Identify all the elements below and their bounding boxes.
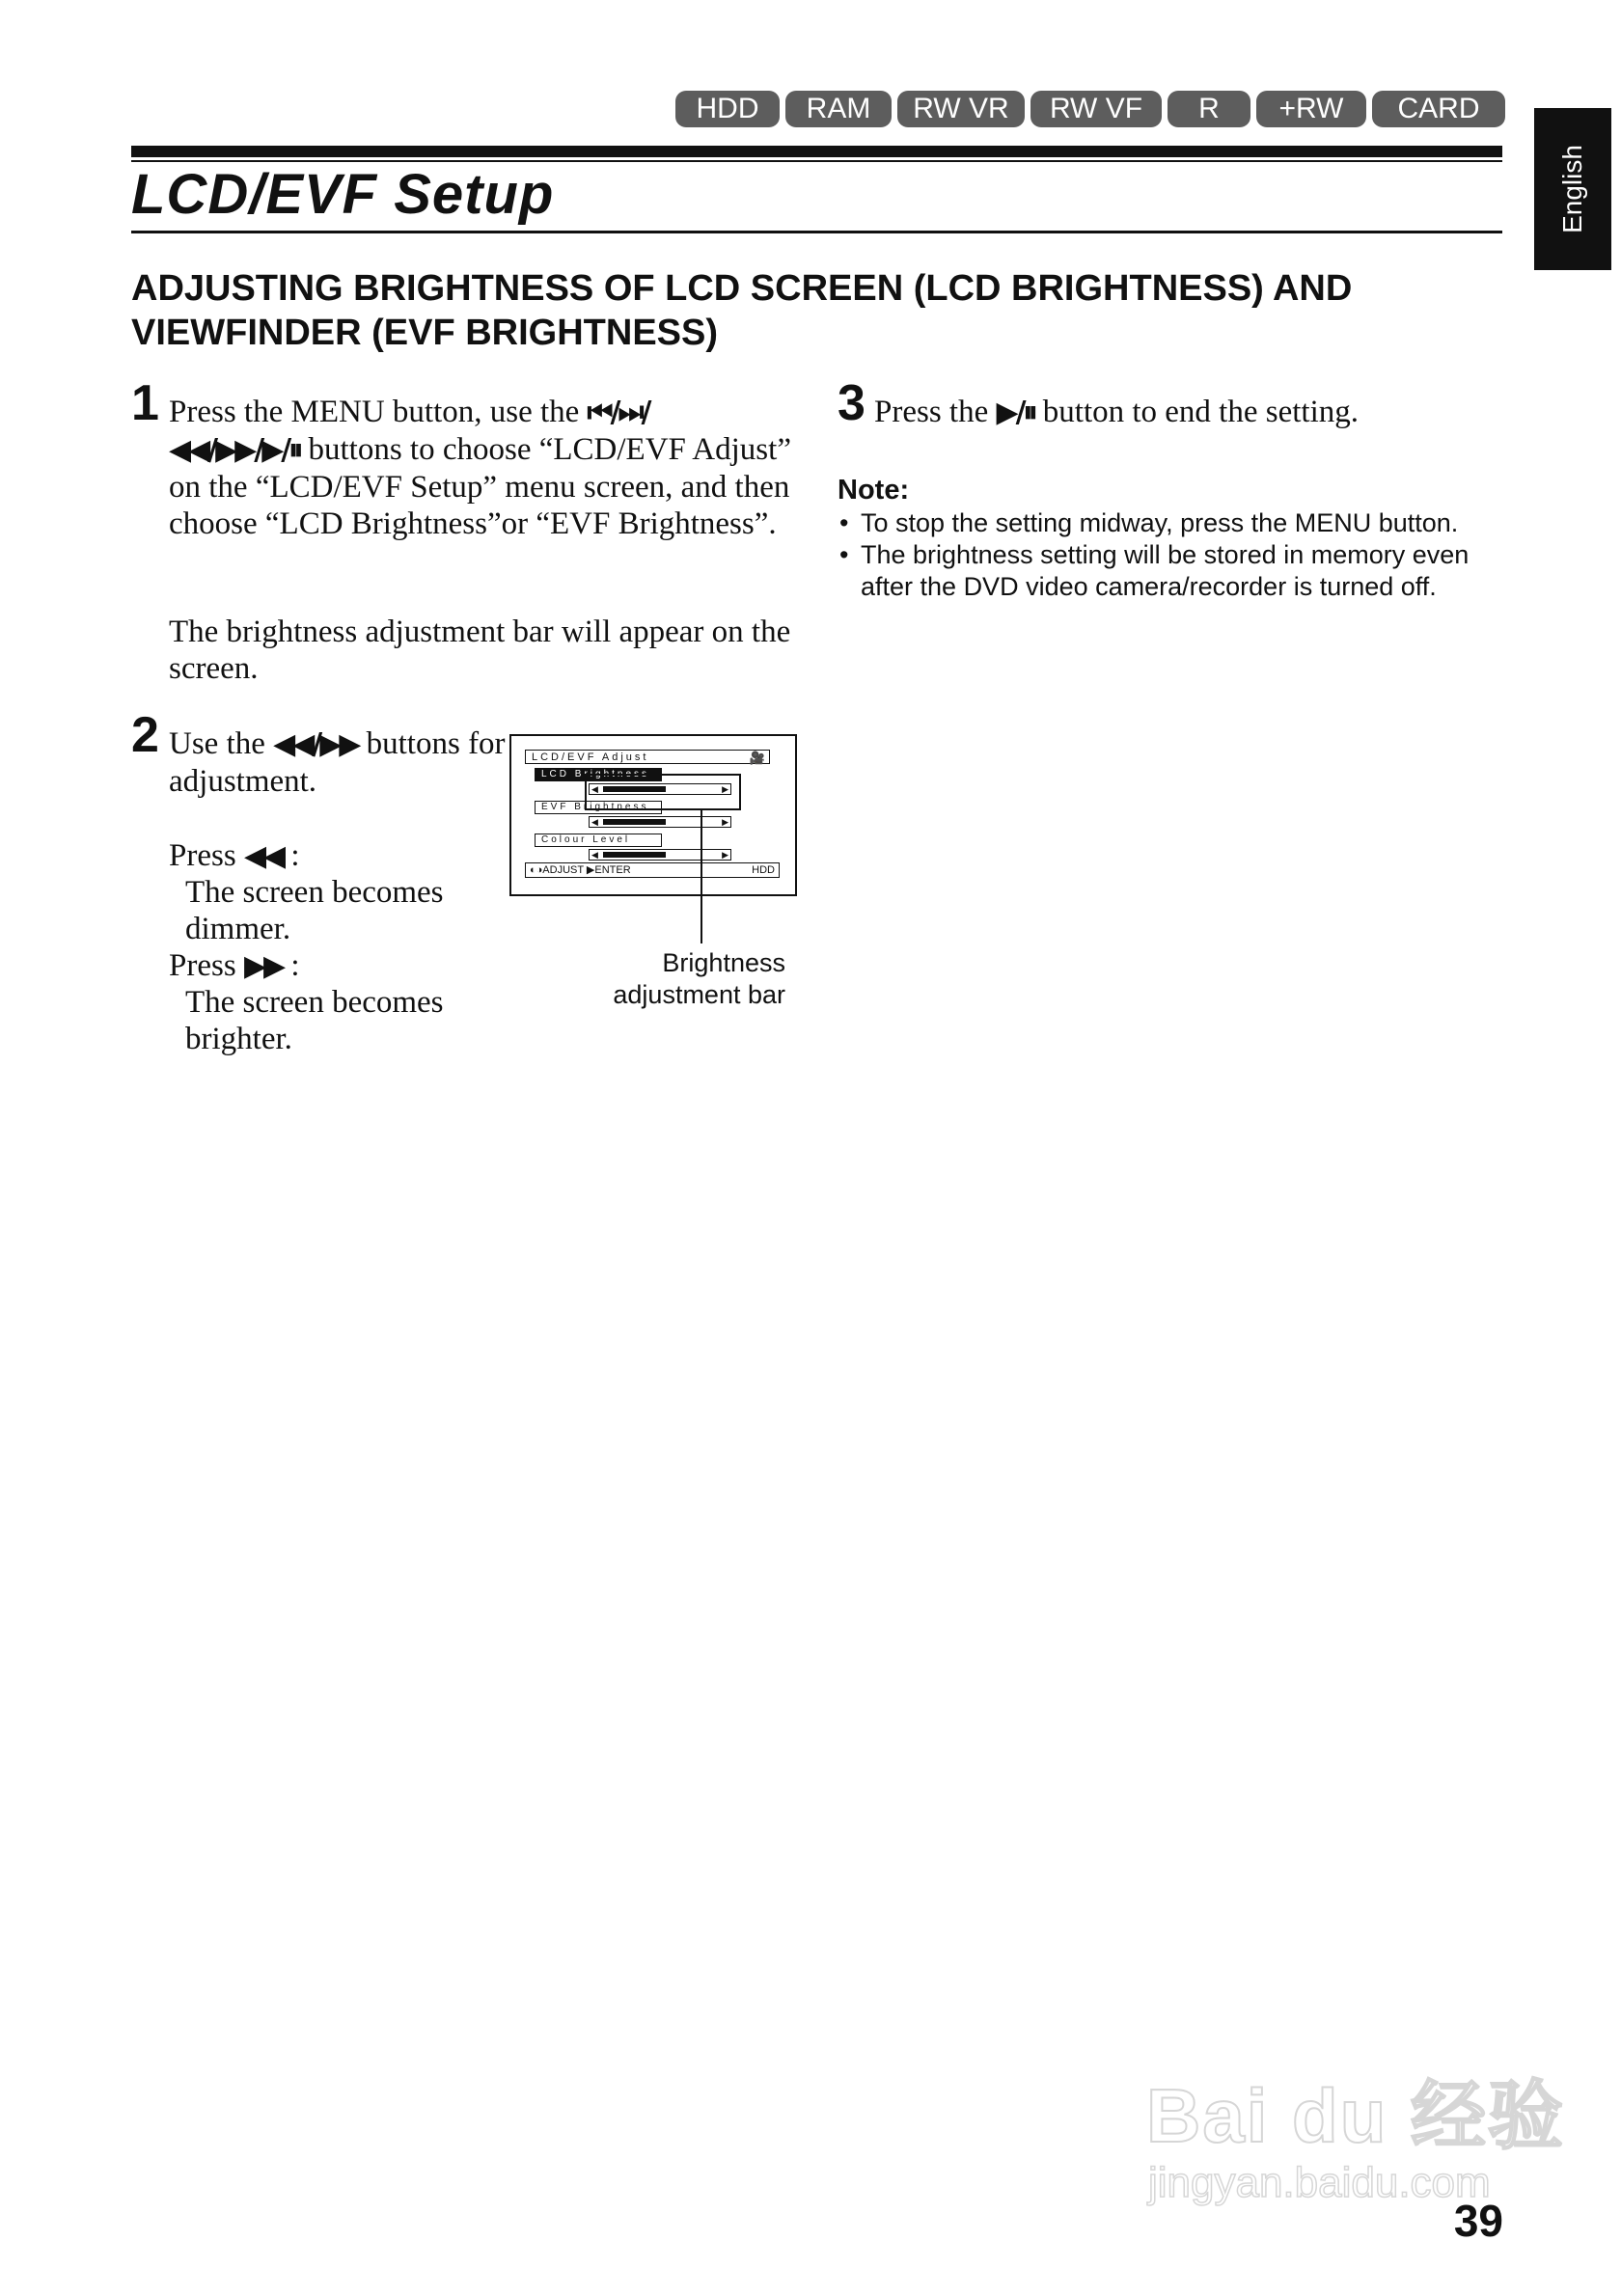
step-1-text-b: buttons to choose “LCD/EVF Adjust” on the “LCD/EVF Setup” menu screen, and then choose “LCD Brightness”or “EVF Brightness”. xyxy=(169,432,791,541)
screen-title xyxy=(525,750,770,764)
rew-ff-icon: ◀◀/▶▶ xyxy=(273,727,359,761)
step-2-text xyxy=(169,725,507,800)
header-rule-thick xyxy=(131,146,1502,157)
play-pause-icon: ▶/⏸ xyxy=(996,396,1035,429)
bar-left-arrow-icon: ◀ xyxy=(591,817,598,827)
screen-title-label: LCD/EVF Adjust xyxy=(532,752,649,763)
note-list xyxy=(838,507,1513,603)
screen-footer-adjust: ◐◑ADJUST ▶ENTER xyxy=(530,864,631,876)
step-3-number: 3 xyxy=(838,375,865,431)
page-title: LCD/EVF Setup xyxy=(131,163,555,226)
step-1-text xyxy=(169,394,796,542)
press-rew-label: Press xyxy=(169,838,236,873)
press-ff-line xyxy=(169,947,507,985)
note-title: Note: xyxy=(838,475,910,506)
step-1-text-a: Press the MENU button, use the xyxy=(169,395,580,429)
media-tab-r: R xyxy=(1168,91,1250,127)
press-ff-colon: : xyxy=(290,948,300,983)
section-heading: ADJUSTING BRIGHTNESS OF LCD SCREEN (LCD BRIGHTNESS) AND VIEWFINDER (EVF BRIGHTNESS) xyxy=(131,268,1353,353)
media-tab-hdd: HDD xyxy=(675,91,780,127)
screen-footer-media: HDD xyxy=(752,864,775,876)
lcd-menu-screen xyxy=(509,734,797,896)
title-underline xyxy=(131,231,1502,233)
bar-right-arrow-icon: ▶ xyxy=(722,817,728,827)
step-3-text-b: button to end the setting. xyxy=(1042,395,1359,429)
bar-right-arrow-icon: ▶ xyxy=(722,850,728,860)
watermark-logo: Bai du 经验 xyxy=(1146,2073,1566,2158)
brighter-text: The screen becomes brighter. xyxy=(185,985,444,1056)
language-label: English xyxy=(1557,145,1587,233)
dimmer-text: The screen becomes dimmer. xyxy=(185,875,444,946)
page-number: 39 xyxy=(1453,2196,1503,2246)
bar-right-arrow-icon: ▶ xyxy=(722,784,728,794)
camera-icon: 🎥 xyxy=(749,751,765,765)
press-rew-colon: : xyxy=(290,838,300,873)
step-3-text xyxy=(874,394,1511,431)
callout-caption xyxy=(540,947,785,1011)
note-item: • To stop the setting midway, press the MENU button. xyxy=(838,507,1513,539)
press-rew-line xyxy=(169,837,507,875)
bar-fill xyxy=(603,819,666,825)
callout-line xyxy=(701,808,702,943)
bar-left-arrow-icon: ◀ xyxy=(591,850,598,860)
media-tab-ram: RAM xyxy=(785,91,892,127)
evf-brightness-bar xyxy=(589,816,731,828)
screen-item-colour-level: Colour Level xyxy=(535,834,662,847)
screen-item-lcd-brightness: LCD Brightness xyxy=(535,768,662,781)
bar-left-arrow-icon: ◀ xyxy=(591,784,598,794)
media-tab-rw-vf: RW VF xyxy=(1030,91,1162,127)
media-tabs xyxy=(675,91,1505,129)
language-tab xyxy=(1534,108,1611,270)
step-3-text-a: Press the xyxy=(874,395,989,429)
step-2-number: 2 xyxy=(131,707,159,763)
colour-level-bar xyxy=(589,849,731,861)
step-1-number: 1 xyxy=(131,375,159,431)
callout-caption-line-1: Brightness xyxy=(662,948,785,977)
press-ff-label: Press xyxy=(169,948,236,983)
step-1-result: The brightness adjustment bar will appear on the screen. xyxy=(169,615,791,686)
media-tab-plus-rw: +RW xyxy=(1256,91,1366,127)
media-tab-card: CARD xyxy=(1372,91,1505,127)
rew-icon: ◀◀ xyxy=(243,839,284,873)
callout-caption-line-2: adjustment bar xyxy=(613,980,785,1009)
watermark-url: jingyan.baidu.com xyxy=(1148,2159,1491,2206)
rew-ff-play-pause-icon: ◀◀/▶▶/▶/⏸ xyxy=(169,433,301,467)
media-tab-rw-vr: RW VR xyxy=(897,91,1025,127)
prev-next-icon: ⏮/⏭/ xyxy=(587,396,649,429)
bar-fill xyxy=(603,852,666,858)
callout-box xyxy=(585,774,741,810)
screen-footer xyxy=(525,862,780,878)
note-item: • The brightness setting will be stored in memory even after the DVD video camera/recorder is turned off. xyxy=(838,539,1513,603)
ff-icon: ▶▶ xyxy=(243,949,284,983)
screen-item-evf-brightness: EVF Brightness xyxy=(535,801,662,814)
step-2-text-b: buttons for adjustment. xyxy=(169,726,506,799)
step-2-text-a: Use the xyxy=(169,726,265,761)
